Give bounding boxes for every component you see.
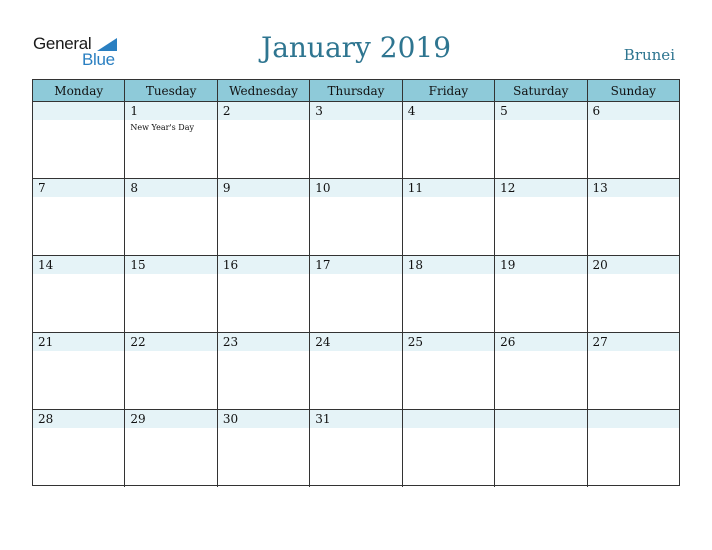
day-number: 18 [407, 258, 423, 272]
day-header-band [403, 102, 494, 120]
day-number: 22 [130, 335, 146, 349]
day-number: 2 [222, 104, 231, 118]
day-header-band [125, 179, 216, 197]
day-number: 8 [130, 181, 139, 195]
logo-word-blue: Blue [82, 50, 115, 69]
week-row [33, 102, 679, 179]
day-cell [125, 102, 217, 178]
day-cell [495, 333, 587, 409]
day-number: 16 [222, 258, 239, 272]
day-cell [125, 256, 217, 332]
day-number: 4 [407, 104, 416, 118]
day-number: 14 [38, 258, 54, 272]
day-cell [403, 410, 495, 487]
day-number: 12 [500, 181, 516, 195]
day-header-band [125, 102, 216, 120]
day-number: 6 [592, 104, 601, 118]
day-cell [403, 102, 495, 178]
day-number: 31 [315, 412, 331, 426]
day-header-band [588, 102, 679, 120]
week-row [33, 410, 679, 487]
day-number: 17 [315, 258, 331, 272]
weekday-tuesday: Tuesday [125, 80, 217, 101]
day-header-band [33, 102, 124, 120]
day-number: 3 [315, 104, 323, 118]
day-cell [33, 179, 125, 255]
country-label: Brunei [623, 46, 675, 64]
weeks-container [33, 102, 679, 487]
day-header-band [310, 102, 401, 120]
day-cell [495, 256, 587, 332]
day-cell [310, 102, 402, 178]
calendar-title: January 2019 [260, 31, 452, 64]
day-cell [588, 410, 679, 487]
day-number: 1 [130, 104, 139, 118]
day-cell [310, 410, 402, 487]
day-cell [218, 333, 310, 409]
day-number: 13 [592, 181, 608, 195]
day-header-band [495, 410, 586, 428]
day-header-band [33, 179, 124, 197]
day-cell [33, 256, 125, 332]
weekday-header [33, 80, 679, 102]
day-cell [125, 410, 217, 487]
day-cell [588, 256, 679, 332]
day-cell [33, 333, 125, 409]
day-number: 7 [38, 181, 46, 195]
week-row [33, 179, 679, 256]
day-cell [403, 333, 495, 409]
day-number: 29 [130, 412, 146, 426]
calendar-grid [32, 79, 680, 486]
logo-word-general: General [33, 34, 92, 53]
day-cell [403, 179, 495, 255]
day-number: 20 [592, 258, 608, 272]
day-number: 11 [407, 181, 423, 195]
day-number: 5 [500, 104, 508, 118]
weekday-friday: Friday [403, 80, 495, 101]
day-cell [125, 333, 217, 409]
day-header-band [218, 179, 309, 197]
day-cell [588, 179, 679, 255]
day-cell [403, 256, 495, 332]
day-number: 27 [592, 335, 608, 349]
day-header-band [495, 102, 586, 120]
day-number: 19 [500, 258, 516, 272]
week-row [33, 256, 679, 333]
day-cell [310, 179, 402, 255]
day-cell [495, 179, 587, 255]
day-cell [125, 179, 217, 255]
day-number: 15 [130, 258, 146, 272]
day-cell [495, 102, 587, 178]
day-cell [495, 410, 587, 487]
day-number: 28 [38, 412, 54, 426]
day-header-band [218, 102, 309, 120]
day-cell [310, 333, 402, 409]
day-number: 21 [38, 335, 54, 349]
day-cell [33, 410, 125, 487]
week-row [33, 333, 679, 410]
day-number: 23 [222, 335, 239, 349]
weekday-sunday: Sunday [610, 84, 656, 98]
day-header-band [588, 410, 679, 428]
day-cell [218, 102, 310, 178]
weekday-wednesday: Wednesday [218, 80, 310, 101]
weekday-monday: Monday [33, 80, 125, 101]
day-number: 9 [222, 181, 231, 195]
day-number: 25 [407, 335, 423, 349]
day-cell [218, 410, 310, 487]
day-number: 26 [500, 335, 516, 349]
day-cell [218, 179, 310, 255]
weekday-thursday: Thursday [310, 80, 402, 101]
weekday-saturday: Saturday [495, 80, 587, 101]
day-header-band [403, 410, 494, 428]
day-cell [588, 333, 679, 409]
day-number: 24 [315, 335, 331, 349]
day-cell [588, 102, 679, 178]
holiday-label: New Year's Day [130, 123, 195, 132]
day-number: 30 [222, 412, 239, 426]
day-cell [33, 102, 125, 178]
day-number: 10 [315, 181, 331, 195]
day-cell [218, 256, 310, 332]
day-cell [310, 256, 402, 332]
